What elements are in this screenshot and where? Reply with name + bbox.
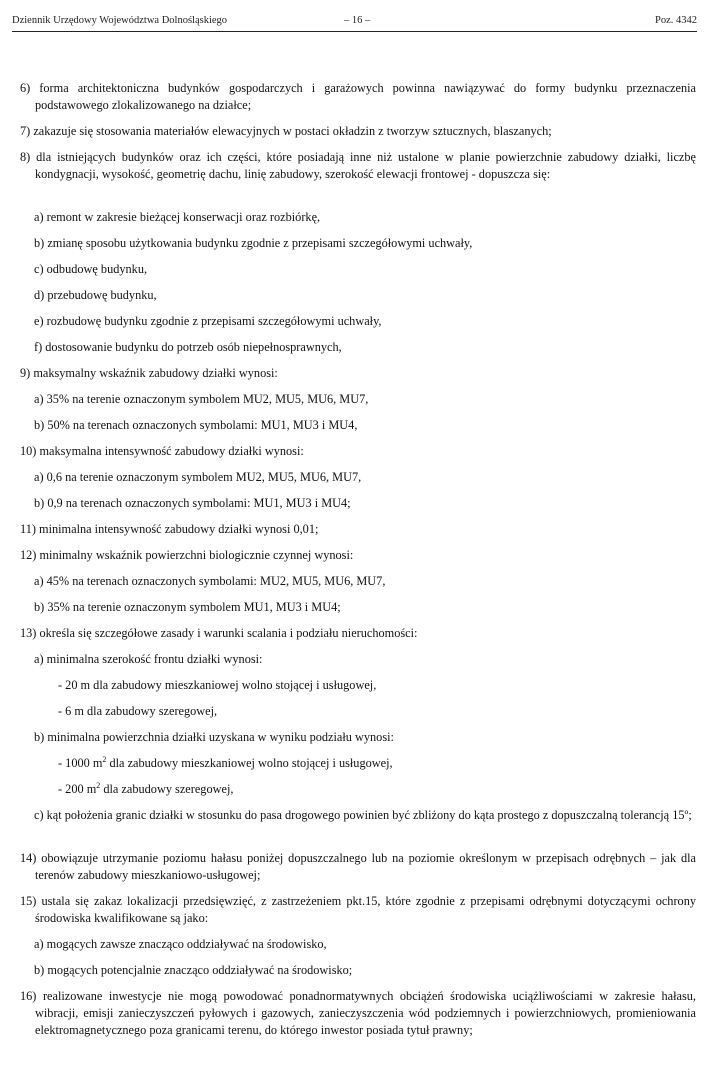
superscript: 2 <box>102 754 107 764</box>
item-15a: a) mogących zawsze znacząco oddziaływać na środowisko, <box>34 937 327 951</box>
item-9: 9) maksymalny wskaźnik zabudowy działki wynosi: <box>20 366 278 380</box>
item-12: 12) minimalny wskaźnik powierzchni biologicznie czynnej wynosi: <box>20 548 354 562</box>
item-13b-dash-2 <box>58 781 233 798</box>
item-12a: a) 45% na terenach oznaczonych symbolami: MU2, MU5, MU6, MU7, <box>34 574 386 588</box>
item-10a: a) 0,6 na terenie oznaczonym symbolem MU2, MU5, MU6, MU7, <box>34 470 362 484</box>
item-12b: b) 35% na terenie oznaczonym symbolem MU1, MU3 i MU4; <box>34 600 341 614</box>
item-8c: c) odbudowę budynku, <box>34 262 148 276</box>
page-number: – 16 – <box>344 15 371 26</box>
text-segment: - 1000 m <box>58 756 103 770</box>
item-13b-dash-1 <box>58 755 393 772</box>
text-segment: dla zabudowy szeregowej, <box>100 782 234 796</box>
item-13a-dash-2: - 6 m dla zabudowy szeregowej, <box>58 704 218 718</box>
item-8b: b) zmianę sposobu użytkowania budynku zgodnie z przepisami szczegółowymi uchwały, <box>34 236 473 250</box>
item-8a: a) remont w zakresie bieżącej konserwacji oraz rozbiórkę, <box>34 210 321 224</box>
item-10b: b) 0,9 na terenach oznaczonych symbolami: MU1, MU3 i MU4; <box>34 496 351 510</box>
item-9a: a) 35% na terenie oznaczonym symbolem MU2, MU5, MU6, MU7, <box>34 392 369 406</box>
item-8f: f) dostosowanie budynku do potrzeb osób niepełnosprawnych, <box>34 340 342 354</box>
page-header <box>12 13 697 32</box>
item-14: 14) obowiązuje utrzymanie poziomu hałasu poniżej dopuszczalnego lub na poziomie określonym w przepisach odrębnych – jak dla terenów zabudowy mieszkaniowo-usługowej; <box>20 851 696 882</box>
item-15: 15) ustala się zakaz lokalizacji przedsięwzięć, z zastrzeżeniem pkt.15, które zgodnie z przepisami odrębnymi dotyczącymi ochrony środowiska kwalifikowane są jako: <box>20 894 696 925</box>
item-8d: d) przebudowę budynku, <box>34 288 157 302</box>
item-13: 13) określa się szczegółowe zasady i warunki scalania i podziału nieruchomości: <box>20 626 418 640</box>
item-8e: e) rozbudowę budynku zgodnie z przepisami szczegółowymi uchwały, <box>34 314 382 328</box>
position-number: Poz. 4342 <box>655 15 697 26</box>
journal-title: Dziennik Urzędowy Województwa Dolnośląskiego <box>12 15 228 26</box>
item-9b: b) 50% na terenach oznaczonych symbolami: MU1, MU3 i MU4, <box>34 418 358 432</box>
item-13b: b) minimalna powierzchnia działki uzyskana w wyniku podziału wynosi: <box>34 730 394 744</box>
item-16: 16) realizowane inwestycje nie mogą powodować ponadnormatywnych obciążeń środowiska uciążliwościami w zakresie hałasu, wibracji, emisji zanieczyszczeń pyłowych i gazowych, zanieczyszczenia wód podziemnych i powierzchniowych, promieniowania elektromagnetycznego poza granicami terenu, do którego inwestor posiada tytuł prawny; <box>20 989 696 1037</box>
item-11: 11) minimalna intensywność zabudowy działki wynosi 0,01; <box>20 522 319 536</box>
item-8: 8) dla istniejących budynków oraz ich części, które posiadają inne niż ustalone w planie powierzchnie zabudowy działki, liczbę kondygnacji, wysokość, geometrię dachu, linię zabudowy, szerokość elewacji frontowej - dopuszcza się: <box>20 150 696 181</box>
item-10: 10) maksymalna intensywność zabudowy działki wynosi: <box>20 444 304 458</box>
item-13c: c) kąt położenia granic działki w stosunku do pasa drogowego powinien być zbliżony do kąta prostego z dopuszczalną tolerancją 15º; <box>34 808 692 822</box>
item-6: 6) forma architektoniczna budynków gospodarczych i garażowych powinna nawiązywać do formy budynku przeznaczenia podstawowego zlokalizowanego na działce; <box>20 81 696 112</box>
text-segment: - 200 m <box>58 782 97 796</box>
item-13a: a) minimalna szerokość frontu działki wynosi: <box>34 652 263 666</box>
text-segment: dla zabudowy mieszkaniowej wolno stojącej i usługowej, <box>106 756 393 770</box>
item-13a-dash-1: - 20 m dla zabudowy mieszkaniowej wolno stojącej i usługowej, <box>58 678 377 692</box>
item-15b: b) mogących potencjalnie znacząco oddziaływać na środowisko; <box>34 963 353 977</box>
item-7: 7) zakazuje się stosowania materiałów elewacyjnych w postaci okładzin z tworzyw sztucznych, blaszanych; <box>20 124 552 138</box>
superscript: 2 <box>96 780 101 790</box>
